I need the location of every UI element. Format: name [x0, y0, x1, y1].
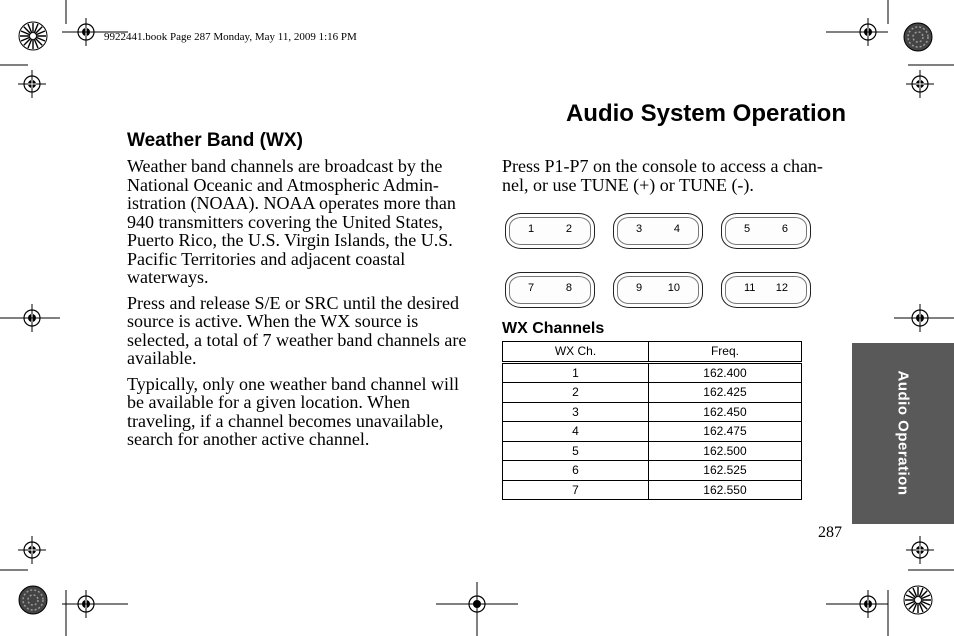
side-tab-label: Audio Operation [894, 370, 912, 496]
dial-mark [904, 23, 932, 51]
wx-channels-table [502, 341, 802, 500]
preset-number: 8 [565, 282, 572, 294]
section-heading: Weather Band (WX) [127, 130, 303, 151]
preset-number: 2 [565, 223, 572, 235]
print-header: 9922441.book Page 287 Monday, May 11, 2009 1:16 PM [104, 31, 357, 43]
preset-number: 7 [528, 282, 535, 294]
preset-number: 5 [744, 223, 751, 235]
table-cell: 162.475 [648, 422, 801, 442]
table-cell: 162.425 [648, 383, 801, 403]
table-cell: 162.400 [648, 362, 801, 383]
preset-number: 1 [528, 223, 535, 235]
registration-mark [906, 536, 934, 564]
left-column [127, 157, 469, 456]
table-heading: WX Channels [502, 320, 605, 337]
preset-button-3-4 [613, 213, 703, 249]
preset-button-1-2 [505, 213, 595, 249]
preset-button-11-12 [721, 272, 811, 308]
table-header-row [503, 342, 802, 363]
registration-mark [18, 536, 46, 564]
preset-number: 6 [781, 223, 788, 235]
table-cell: 5 [503, 441, 649, 461]
dial-mark [19, 586, 47, 614]
paragraph-noaa: Weather band channels are broadcast by the National Oceanic and Atmospheric Admin-istration (NOAA). NOAA operates more than 940 transmitters covering the United States, Puerto Rico, the U.S. Virgin Islands, the U.S. Pacific Territories and adjacent coastal waterways. [127, 156, 456, 287]
table-cell: 162.450 [648, 402, 801, 422]
preset-number: 10 [667, 282, 680, 294]
table-row [503, 422, 802, 442]
starburst-mark [904, 586, 932, 614]
preset-number: 9 [636, 282, 643, 294]
table-cell: 6 [503, 461, 649, 481]
chapter-side-tab [852, 343, 954, 524]
preset-number: 11 [744, 282, 756, 294]
preset-number: 4 [673, 223, 680, 235]
preset-number: 3 [636, 223, 643, 235]
table-row [503, 441, 802, 461]
table-cell: 162.525 [648, 461, 801, 481]
paragraph-presets: Press P1-P7 on the console to access a chan-nel, or use TUNE (+) or TUNE (-). [502, 156, 823, 195]
paragraph-source-select: Press and release S/E or SRC until the desired source is active. When the WX source is selected, a total of 7 weather band channels are available. [127, 292, 467, 368]
table-row [503, 402, 802, 422]
table-cell: 1 [503, 362, 649, 383]
table-cell: 162.500 [648, 441, 801, 461]
registration-mark [906, 70, 934, 98]
preset-button-9-10 [613, 272, 703, 308]
starburst-mark [19, 22, 47, 50]
table-row [503, 362, 802, 383]
registration-mark [18, 70, 46, 98]
preset-button-5-6 [721, 213, 811, 249]
preset-number: 12 [775, 282, 788, 294]
table-cell: 7 [503, 480, 649, 500]
table-row [503, 461, 802, 481]
table-row [503, 383, 802, 403]
page-number: 287 [818, 524, 842, 541]
table-cell: 162.550 [648, 480, 801, 500]
paragraph-traveling: Typically, only one weather band channel will be available for a given location. When traveling, if a channel becomes unavailable, search for another active channel. [127, 373, 459, 449]
right-column [502, 157, 848, 201]
table-cell: 2 [503, 383, 649, 403]
page-title: Audio System Operation [565, 100, 846, 127]
column-header: WX Ch. [503, 342, 649, 363]
preset-button-7-8 [505, 272, 595, 308]
table-cell: 4 [503, 422, 649, 442]
preset-buttons-illustration [502, 210, 812, 310]
table-cell: 3 [503, 402, 649, 422]
column-header: Freq. [648, 342, 801, 363]
table-row [503, 480, 802, 500]
